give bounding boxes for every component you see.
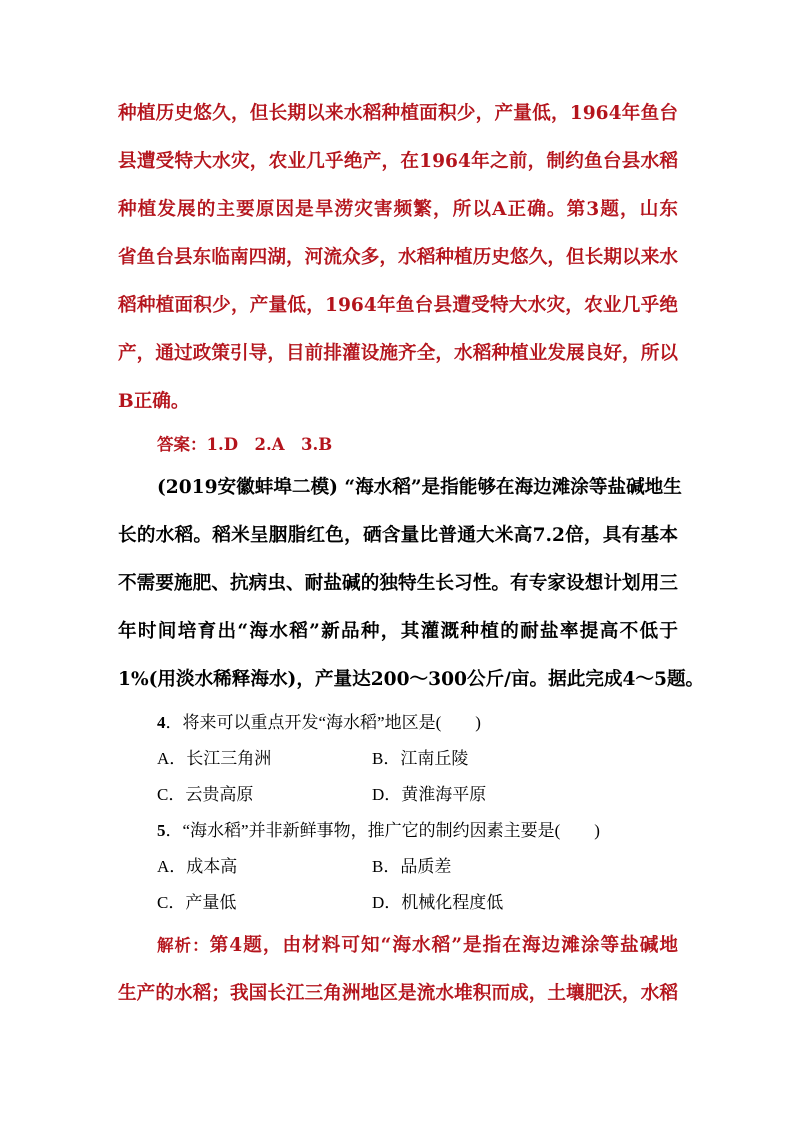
answer-values: 1.D 2.A 3.B xyxy=(206,435,333,454)
prev-explanation-line-3: 种植发展的主要原因是旱涝灾害频繁，所以A正确。第3题，山东 xyxy=(118,199,678,220)
prev-explanation-line-4: 省鱼台县东临南四湖，河流众多，水稻种植历史悠久，但长期以来水 xyxy=(118,247,678,268)
prev-explanation-line-2: 县遭受特大水灾，农业几乎绝产，在1964年之前，制约鱼台县水稻 xyxy=(118,151,678,172)
explanation-text-1: 第4题，由材料可知“海水稻”是指在海边滩涂等盐碱地 xyxy=(209,935,678,956)
question-4-option-b: B．江南丘陵 xyxy=(372,749,469,768)
question-5-option-d: D．机械化程度低 xyxy=(372,893,504,912)
question-4-option-a: A．长江三角洲 xyxy=(157,749,272,768)
material-line-3: 不需要施肥、抗病虫、耐盐碱的独特生长习性。有专家设想计划用三 xyxy=(118,573,678,594)
material-line-4: 年时间培育出“海水稻”新品种，其灌溉种植的耐盐率提高不低于 xyxy=(118,621,678,642)
explanation-line-2: 生产的水稻；我国长江三角洲地区是流水堆积而成，土壤肥沃，水稻 xyxy=(118,983,678,1004)
answer-label: 答案： xyxy=(157,435,207,454)
question-5-option-b: B．品质差 xyxy=(372,857,452,876)
question-4-option-c: C．云贵高原 xyxy=(157,785,254,804)
question-5-option-a: A．成本高 xyxy=(157,857,238,876)
material-line-2: 长的水稻。稻米呈胭脂红色，硒含量比普通大米高7.2倍，具有基本 xyxy=(118,525,678,546)
question-5-option-c: C．产量低 xyxy=(157,893,237,912)
prev-explanation-line-5: 稻种植面积少，产量低，1964年鱼台县遭受特大水灾，农业几乎绝 xyxy=(118,295,678,316)
question-4-stem xyxy=(157,712,481,734)
question-4-number: 4 xyxy=(157,713,166,732)
material-line-5: 1%(用淡水稀释海水)，产量达200～300公斤/亩。据此完成4～5题。 xyxy=(118,669,705,690)
explanation-line-1 xyxy=(157,934,678,958)
question-5-number: 5 xyxy=(157,821,166,840)
material-line-1: (2019安徽蚌埠二模) “海水稻”是指能够在海边滩涂等盐碱地生 xyxy=(157,477,682,498)
explanation-label: 解析： xyxy=(157,936,210,955)
question-5-stem xyxy=(157,820,600,842)
prev-explanation-line-6: 产，通过政策引导，目前排灌设施齐全，水稻种植业发展良好，所以 xyxy=(118,343,678,364)
question-5-text: ．“海水稻”并非新鲜事物，推广它的制约因素主要是( ) xyxy=(165,821,600,840)
question-4-text: ．将来可以重点开发“海水稻”地区是( ) xyxy=(165,713,481,732)
prev-explanation-line-1: 种植历史悠久，但长期以来水稻种植面积少，产量低，1964年鱼台 xyxy=(118,103,678,124)
prev-explanation-line-7: B正确。 xyxy=(118,391,190,412)
answer-line xyxy=(157,434,332,456)
question-4-option-d: D．黄淮海平原 xyxy=(372,785,487,804)
